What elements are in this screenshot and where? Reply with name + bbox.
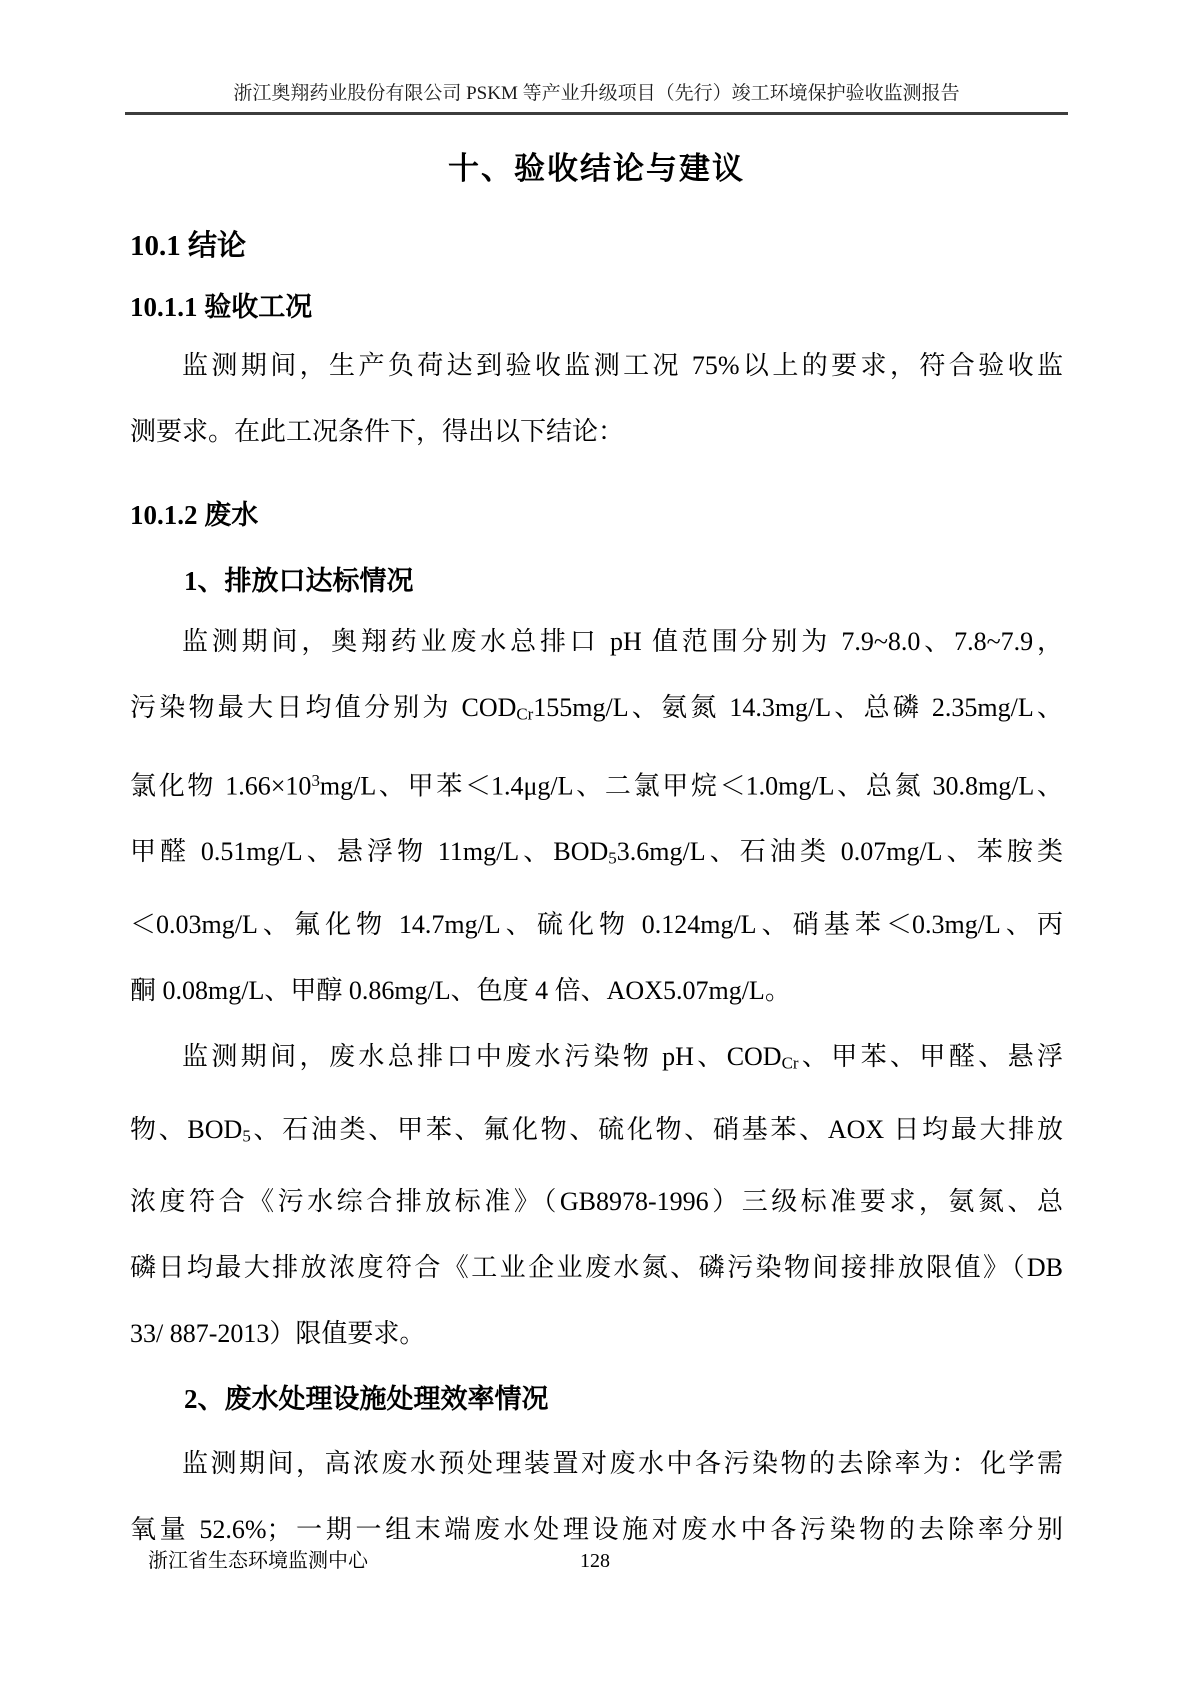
section-heading-acceptance-workload: 10.1.1 验收工况 [130, 292, 313, 322]
text-line: 监测期间，废水总排口中废水污染物 pH、$COD_{Cr}$、甲苯、甲醛、悬浮 [182, 1041, 1063, 1073]
text-line: 污染物最大日均值分别为 $COD_{Cr}155mg/L$、氨氮 14.3mg/L、总磷 2.35mg/L、 [130, 693, 1063, 724]
section-heading-conclusion: 10.1 结论 [130, 230, 247, 262]
subsection-heading-treatment-efficiency: 2、废水处理设施处理效率情况 [184, 1384, 549, 1415]
footer-page-number: 128 [580, 1550, 610, 1572]
text-line: 氧量 52.6%；一期一组末端废水处理设施对废水中各污染物的去除率分别 [130, 1515, 1063, 1545]
running-header-title: 浙江奥翔药业股份有限公司 PSKM 等产业升级项目（先行）竣工环境保护验收监测报告 [233, 83, 960, 104]
text-line: 浓度符合《污水综合排放标准》（GB8978-1996）三级标准要求，氨氮、总 [130, 1187, 1063, 1217]
chapter-title: 十、验收结论与建议 [448, 151, 745, 186]
text-line: 酮 0.08mg/L、甲醇 0.86mg/L、色度 4 倍、AOX5.07mg/L。 [130, 975, 791, 1005]
paragraph-treatment-efficiency [130, 1431, 1063, 1563]
header-rule [125, 112, 1068, 115]
text-line: 监测期间，生产负荷达到验收监测工况 75%以上的要求，符合验收监 [182, 351, 1063, 380]
text-line: 监测期间，高浓废水预处理装置对废水中各污染物的去除率为：化学需 [182, 1449, 1063, 1479]
paragraph-outfall-compliance-2 [130, 1024, 1063, 1367]
text-line: 甲醛 0.51mg/L、悬浮物 11mg/L、$BOD_53.6mg/L$、石油类 0.07mg/L、苯胺类 [130, 837, 1063, 868]
text-line: 物、$BOD_5$、石油类、甲苯、氟化物、硫化物、硝基苯、AOX 日均最大排放 [130, 1114, 1063, 1146]
page-footer [0, 1546, 1190, 1576]
text-line: 磷日均最大排放浓度符合《工业企业废水氮、磷污染物间接排放限值》（DB [130, 1253, 1063, 1283]
text-line: 33/ 887-2013）限值要求。 [130, 1319, 426, 1349]
text-line: 氯化物 $1.66\times 10^3mg/L$、甲苯＜1.4μg/L、二氯甲烷＜1.0mg/L、总氮 30.8mg/L、 [130, 770, 1063, 801]
footer-organization: 浙江省生态环境监测中心 [148, 1550, 368, 1572]
text-line: 测要求。在此工况条件下，得出以下结论： [130, 417, 625, 446]
subsection-heading-outfall-compliance: 1、排放口达标情况 [184, 566, 414, 596]
paragraph-outfall-compliance-1 [130, 609, 1063, 1024]
paragraph-acceptance-workload [130, 333, 1063, 465]
section-heading-wastewater: 10.1.2 废水 [130, 500, 259, 530]
text-line: ＜0.03mg/L、氟化物 14.7mg/L、硫化物 0.124mg/L、硝基苯＜0.3mg/L、丙 [130, 909, 1063, 939]
text-line: 监测期间，奥翔药业废水总排口 pH 值范围分别为 7.9~8.0、7.8~7.9， [182, 627, 1063, 656]
page-header [130, 82, 1063, 115]
